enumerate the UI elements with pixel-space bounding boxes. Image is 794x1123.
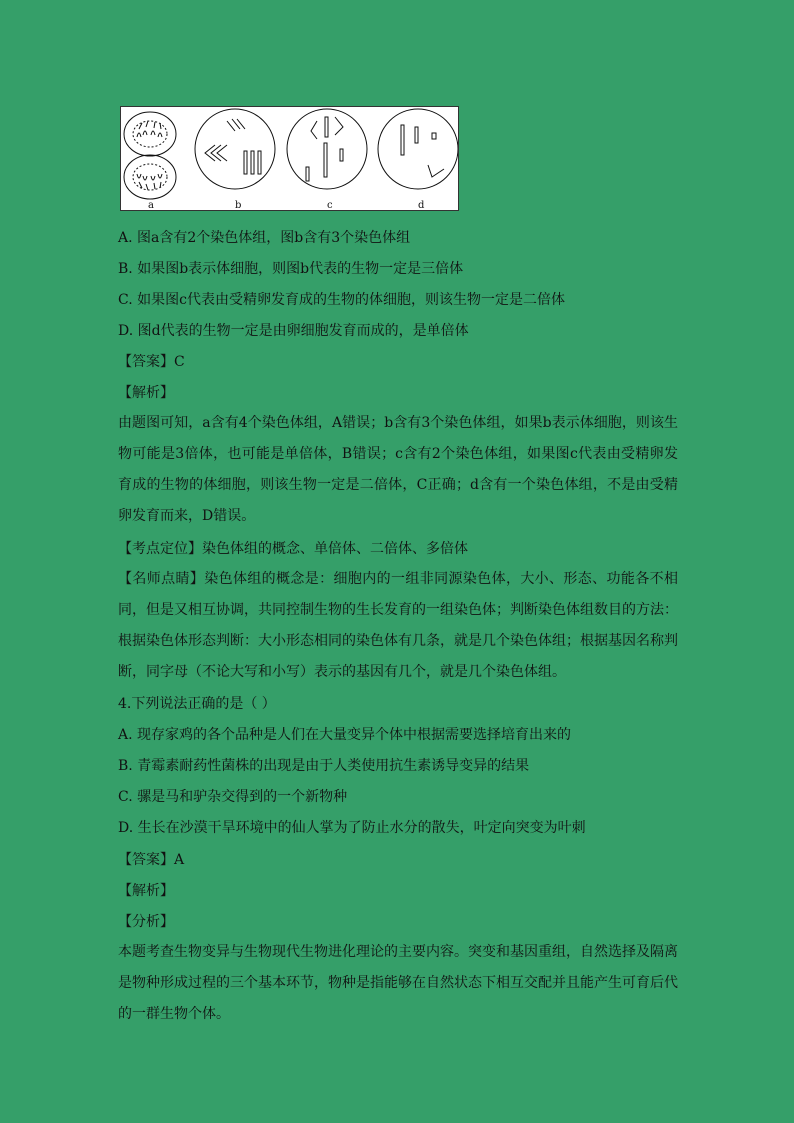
q4-option-c: C. 骡是马和驴杂交得到的一个新物种 xyxy=(118,789,348,805)
cell-c xyxy=(287,109,367,189)
cell-b xyxy=(195,109,275,189)
q4-option-b: B. 青霉素耐药性菌株的出现是由于人类使用抗生素诱导变异的结果 xyxy=(118,758,530,774)
figure-label-a: a xyxy=(148,200,154,210)
q3-kaodian: 【考点定位】染色体组的概念、单倍体、二倍体、多倍体 xyxy=(118,541,468,557)
q3-answer: 【答案】C xyxy=(118,354,185,370)
q3-analysis-heading: 【解析】 xyxy=(118,385,174,401)
q3-option-c: C. 如果图c代表由受精卵发育成的生物的体细胞，则该生物一定是二倍体 xyxy=(118,292,565,308)
cell-d xyxy=(378,109,458,189)
q4-option-a: A. 现存家鸡的各个品种是人们在大量变异个体中根据需要选择培育出来的 xyxy=(118,727,572,743)
q3-option-b: B. 如果图b表示体细胞，则图b代表的生物一定是三倍体 xyxy=(118,261,464,277)
q4-question: 4.下列说法正确的是（ ） xyxy=(118,696,276,712)
q4-answer: 【答案】A xyxy=(118,852,185,868)
q3-option-d: D. 图d代表的生物一定是由卵细胞发育而成的，是单倍体 xyxy=(118,323,469,339)
figure-label-d: d xyxy=(418,200,425,210)
q4-fenxi-text: 本题考查生物变异与生物现代生物进化理论的主要内容。突变和基因重组，自然选择及隔离是物种形成过程的三个基本环节，物种是指能够在自然状态下相互交配并且能产生可育后代的一群生物个体。 xyxy=(118,944,678,1022)
chromosome-figure xyxy=(120,106,459,211)
q4-analysis-heading: 【解析】 xyxy=(118,883,174,899)
q3-option-a: A. 图a含有2个染色体组，图b含有3个染色体组 xyxy=(118,230,411,246)
figure-label-c: c xyxy=(327,200,333,210)
figure-label-b: b xyxy=(235,200,242,210)
q3-analysis-text: 由题图可知，a含有4个染色体组，A错误；b含有3个染色体组，如果b表示体细胞，则该生物可能是3倍体，也可能是单倍体，B错误；c含有2个染色体组，如果图c代表由受精卵发育成的生物的体细胞，则该生物一定是二倍体，C正确；d含有一个染色体组，不是由受精卵发育而来，D错误。 xyxy=(118,415,678,524)
cell-a xyxy=(124,112,176,199)
q4-fenxi-heading: 【分析】 xyxy=(118,914,174,930)
chromosome-diagram xyxy=(121,107,458,210)
q3-mingshi: 【名师点睛】染色体组的概念是：细胞内的一组非同源染色体，大小、形态、功能各不相同，但是又相互协调，共同控制生物的生长发育的一组染色体；判断染色体组数目的方法：根据染色体形态判断：大小形态相同的染色体有几条，就是几个染色体组；根据基因名称判断，同字母（不论大写和小写）表示的基因有几个，就是几个染色体组。 xyxy=(118,571,678,680)
q4-option-d: D. 生长在沙漠干旱环境中的仙人掌为了防止水分的散失，叶定向突变为叶刺 xyxy=(118,820,586,836)
